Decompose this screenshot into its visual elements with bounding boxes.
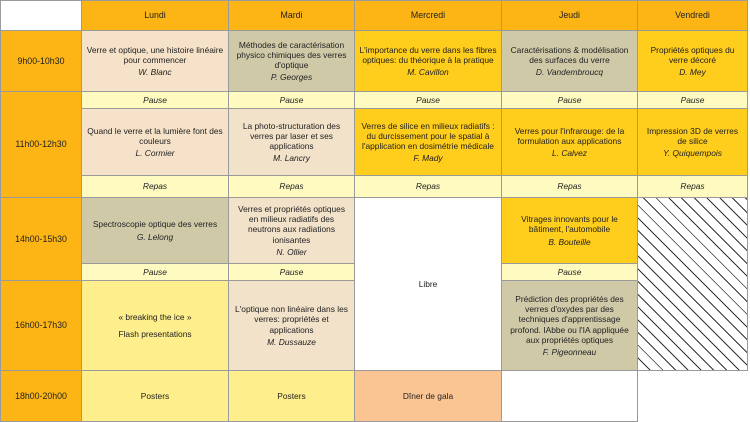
speaker-name: D. Vandembroucq: [535, 67, 604, 78]
session-title: Vitrages innovants pour le bâtiment, l'automobile: [521, 214, 618, 235]
session-cell: [354, 30, 502, 92]
session-cell: [81, 280, 229, 371]
pause-cell: Pause: [501, 263, 638, 281]
session-title: L'importance du verre dans les fibres optiques: du théorique à la pratique: [359, 44, 497, 65]
session-cell: [228, 280, 355, 371]
session-cell: [501, 280, 638, 371]
session-cell: [228, 108, 355, 176]
session-title: Méthodes de caractérisation physico chimiques des verres d'optique: [236, 39, 347, 70]
session-cell: [228, 30, 355, 92]
session-cell: [501, 108, 638, 176]
session-title: Posters: [140, 390, 170, 401]
session-cell: [228, 197, 355, 264]
time-label: 18h00-20h00: [0, 370, 82, 422]
pause-cell: Pause: [637, 91, 748, 109]
time-label: 14h00-15h30: [0, 197, 82, 281]
session-cell: [228, 370, 355, 422]
pause-cell: Pause: [228, 91, 355, 109]
session-title: « breaking the ice »: [118, 312, 192, 323]
empty-cell: [501, 370, 638, 422]
time-label: 16h00-17h30: [0, 280, 82, 371]
session-cell: [81, 197, 229, 264]
lunch-cell: Repas: [228, 175, 355, 198]
time-label: 11h00-12h30: [0, 91, 82, 198]
session-title: Caractérisations & modélisation des surfaces du verre: [510, 44, 629, 65]
speaker-name: M. Dussauze: [267, 336, 316, 347]
unavailable-slot: [637, 197, 748, 371]
session-title: L'optique non linéaire dans les verres: propriétés et applications: [235, 304, 348, 335]
speaker-name: Y. Quiquempois: [663, 148, 722, 159]
speaker-name: N. Ollier: [276, 246, 307, 257]
session-title: Verres de silice en milieux radiatifs : du durcissement pour le spatial à l'application en dosimétrie médicale: [361, 120, 495, 151]
session-title: Posters: [277, 390, 306, 401]
gala-dinner-cell: [354, 370, 502, 422]
lunch-cell: Repas: [354, 175, 502, 198]
session-cell: [81, 370, 229, 422]
speaker-name: M. Lancry: [273, 153, 310, 164]
session-title: Verres et propriétés optiques en milieux radiatifs des neutrons aux radiations ionisantes: [237, 203, 346, 245]
pause-cell: Pause: [354, 91, 502, 109]
session-title: Prédiction des propriétés des verres d'oxydes par des techniques d'apprentissage profond. IAbbe ou l'IA appliquée aux propriétés optiques: [510, 293, 629, 345]
pause-cell: Pause: [81, 91, 229, 109]
pause-cell: Pause: [81, 263, 229, 281]
speaker-name: P. Georges: [270, 72, 313, 83]
day-header-jeudi: Jeudi: [501, 0, 638, 31]
free-slot: [354, 197, 502, 371]
session-title: Dîner de gala: [402, 390, 454, 401]
pause-cell: Pause: [501, 91, 638, 109]
session-title: Spectroscopie optique des verres: [92, 219, 218, 230]
session-subtitle: Flash presentations: [118, 328, 192, 339]
speaker-name: G. Lelong: [136, 231, 174, 242]
free-label: Libre: [418, 278, 438, 289]
session-title: Quand le verre et la lumière font des couleurs: [87, 125, 223, 146]
speaker-name: F. Pigeonneau: [542, 347, 597, 357]
speaker-name: W. Blanc: [138, 67, 172, 78]
pause-cell: Pause: [228, 263, 355, 281]
session-title: Verre et optique, une histoire linéaire pour commencer: [86, 44, 224, 65]
session-cell: [501, 197, 638, 264]
session-title: La photo-structuration des verres par laser et ses applications: [242, 120, 341, 151]
day-header-vendredi: Vendredi: [637, 0, 748, 31]
lunch-cell: Repas: [81, 175, 229, 198]
day-header-mardi: Mardi: [228, 0, 355, 31]
speaker-name: L. Calvez: [552, 148, 587, 159]
session-cell: [637, 108, 748, 176]
session-title: Propriétés optiques du verre décoré: [650, 44, 735, 65]
speaker-name: F. Mady: [413, 153, 443, 164]
lunch-cell: Repas: [637, 175, 748, 198]
lunch-cell: Repas: [501, 175, 638, 198]
session-cell: [637, 30, 748, 92]
time-label: 9h00-10h30: [0, 30, 82, 92]
session-title: Impression 3D de verres de silice: [646, 125, 739, 146]
session-cell: [354, 108, 502, 176]
day-header-lundi: Lundi: [81, 0, 229, 31]
session-title: Verres pour l'infrarouge: de la formulation aux applications: [514, 125, 625, 146]
session-cell: [81, 30, 229, 92]
speaker-name: M. Cavillon: [407, 67, 449, 78]
day-header-mercredi: Mercredi: [354, 0, 502, 31]
speaker-name: L. Cormier: [135, 148, 175, 159]
speaker-name: D. Mey: [679, 67, 706, 78]
corner-cell: [0, 0, 82, 31]
speaker-name: B. Bouteille: [548, 236, 591, 247]
session-cell: [501, 30, 638, 92]
session-cell: [81, 108, 229, 176]
